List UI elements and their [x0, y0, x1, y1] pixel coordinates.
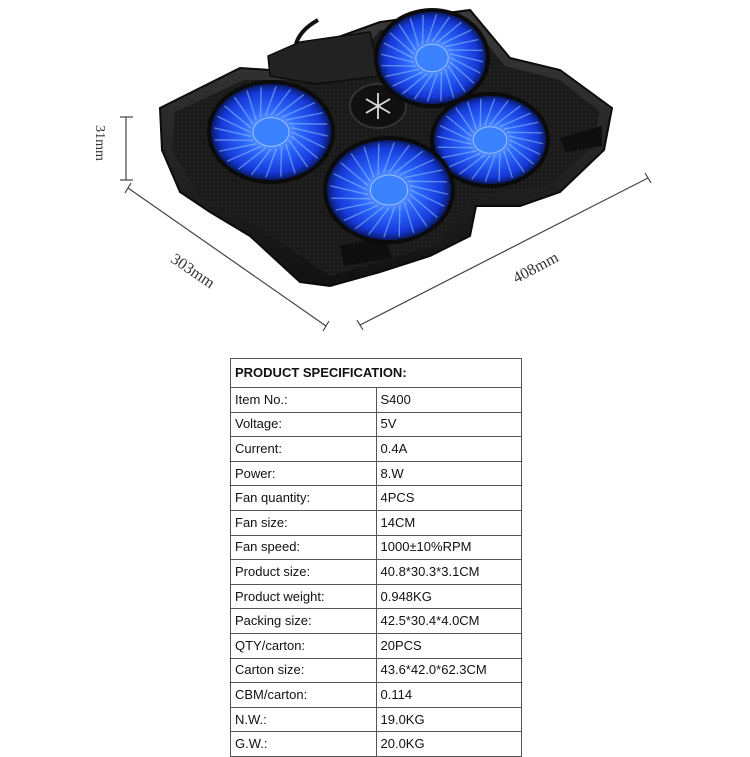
spec-key: Packing size:: [231, 609, 377, 634]
spec-value: 20PCS: [376, 633, 522, 658]
spec-body: [231, 388, 522, 757]
fan-left: [207, 80, 335, 184]
spec-row: [231, 412, 522, 437]
spec-value: 43.6*42.0*62.3CM: [376, 658, 522, 683]
spec-row: [231, 658, 522, 683]
product-figure: [0, 0, 750, 340]
spec-key: Product weight:: [231, 584, 377, 609]
spec-row: [231, 732, 522, 757]
spec-key: QTY/carton:: [231, 633, 377, 658]
spec-row: [231, 584, 522, 609]
spec-row: [231, 486, 522, 511]
spec-value: 40.8*30.3*3.1CM: [376, 560, 522, 585]
spec-key: CBM/carton:: [231, 683, 377, 708]
spec-value: 0.948KG: [376, 584, 522, 609]
spec-key: G.W.:: [231, 732, 377, 757]
spec-row: [231, 510, 522, 535]
spec-value: 8.W: [376, 461, 522, 486]
height-label: 31mm: [92, 125, 107, 161]
spec-key: Fan quantity:: [231, 486, 377, 511]
spec-value: 19.0KG: [376, 707, 522, 732]
width-label: 408mm: [510, 249, 562, 287]
spec-row: [231, 535, 522, 560]
spec-value: 4PCS: [376, 486, 522, 511]
spec-value: 20.0KG: [376, 732, 522, 757]
fan-bottom: [323, 136, 455, 244]
spec-title: PRODUCT SPECIFICATION:: [231, 359, 522, 388]
spec-key: Product size:: [231, 560, 377, 585]
spec-key: N.W.:: [231, 707, 377, 732]
spec-key: Power:: [231, 461, 377, 486]
spec-key: Fan size:: [231, 510, 377, 535]
depth-label: 303mm: [167, 251, 217, 293]
spec-row: [231, 437, 522, 462]
spec-key: Voltage:: [231, 412, 377, 437]
fan-top-right: [374, 8, 490, 108]
spec-key: Current:: [231, 437, 377, 462]
spec-key: Item No.:: [231, 388, 377, 413]
spec-row: [231, 461, 522, 486]
spec-value: 1000±10%RPM: [376, 535, 522, 560]
spec-value: 14CM: [376, 510, 522, 535]
spec-row: [231, 609, 522, 634]
spec-value: 0.4A: [376, 437, 522, 462]
spec-value: 5V: [376, 412, 522, 437]
spec-row: [231, 560, 522, 585]
spec-row: [231, 707, 522, 732]
spec-value: 0.114: [376, 683, 522, 708]
spec-key: Carton size:: [231, 658, 377, 683]
spec-row: [231, 388, 522, 413]
spec-value: S400: [376, 388, 522, 413]
spec-row: [231, 683, 522, 708]
spec-row: [231, 633, 522, 658]
spec-header-row: [231, 359, 522, 388]
spec-key: Fan speed:: [231, 535, 377, 560]
spec-table: [230, 358, 522, 757]
height-dimension: [92, 117, 133, 180]
spec-value: 42.5*30.4*4.0CM: [376, 609, 522, 634]
